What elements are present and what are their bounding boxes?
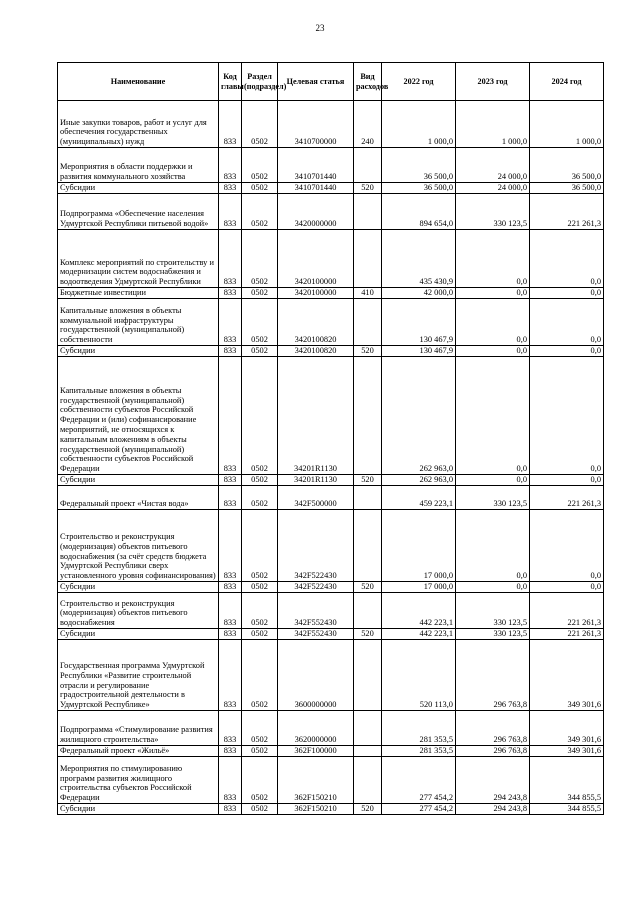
row-name: Строительство и реконструкция (модернизация) объектов питьевого водоснабжения (за счёт средств бюджета Удмуртской Республики сверх установленного уровня софинансирования) [58,510,219,582]
header-2024: 2024 год [530,63,604,101]
row-2023: 1 000,0 [456,101,530,148]
row-2024: 221 261,3 [530,593,604,629]
row-2023: 24 000,0 [456,148,530,183]
row-section: 0502 [242,629,278,640]
table-row [58,804,604,815]
table-row [58,510,604,582]
row-target: 3420100820 [278,346,354,357]
row-code: 833 [219,475,242,486]
row-type [354,194,382,230]
row-section: 0502 [242,486,278,510]
row-code: 833 [219,346,242,357]
row-section: 0502 [242,593,278,629]
row-section: 0502 [242,357,278,475]
row-2023: 0,0 [456,288,530,299]
row-2023: 0,0 [456,230,530,288]
row-target: 34201R1130 [278,357,354,475]
row-2023: 0,0 [456,475,530,486]
row-type: 520 [354,629,382,640]
row-name: Бюджетные инвестиции [58,288,219,299]
row-code: 833 [219,804,242,815]
row-2022: 1 000,0 [382,101,456,148]
row-2023: 0,0 [456,582,530,593]
row-type [354,357,382,475]
row-2022: 442 223,1 [382,593,456,629]
row-2024: 221 261,3 [530,486,604,510]
row-type: 520 [354,183,382,194]
row-2022: 435 430,9 [382,230,456,288]
table-row [58,475,604,486]
row-2022: 36 500,0 [382,183,456,194]
row-2023: 294 243,8 [456,804,530,815]
row-type [354,640,382,711]
row-type [354,299,382,346]
row-2023: 296 763,8 [456,746,530,757]
row-code: 833 [219,711,242,746]
table-body [58,101,604,815]
table-row [58,757,604,804]
row-type: 520 [354,346,382,357]
row-code: 833 [219,230,242,288]
row-target: 342F552430 [278,593,354,629]
row-2022: 262 963,0 [382,475,456,486]
row-name: Государственная программа Удмуртской Республики «Развитие строительной отрасли и регулирование градостроительной деятельности в Удмуртской Республике» [58,640,219,711]
row-target: 342F552430 [278,629,354,640]
row-2024: 344 855,5 [530,757,604,804]
row-2023: 0,0 [456,299,530,346]
row-target: 3410700000 [278,101,354,148]
row-2023: 296 763,8 [456,640,530,711]
row-2023: 330 123,5 [456,593,530,629]
row-section: 0502 [242,804,278,815]
row-name: Субсидии [58,804,219,815]
row-type: 520 [354,804,382,815]
row-2023: 296 763,8 [456,711,530,746]
row-code: 833 [219,582,242,593]
row-2024: 349 301,6 [530,746,604,757]
row-name: Федеральный проект «Жильё» [58,746,219,757]
row-type [354,593,382,629]
row-type [354,510,382,582]
row-name: Субсидии [58,183,219,194]
row-section: 0502 [242,183,278,194]
row-2024: 0,0 [530,230,604,288]
row-2022: 520 113,0 [382,640,456,711]
row-section: 0502 [242,299,278,346]
row-section: 0502 [242,475,278,486]
table-row [58,640,604,711]
row-code: 833 [219,510,242,582]
row-2022: 277 454,2 [382,804,456,815]
table-row [58,299,604,346]
row-code: 833 [219,757,242,804]
row-type [354,148,382,183]
row-2023: 294 243,8 [456,757,530,804]
row-name: Субсидии [58,582,219,593]
row-2022: 17 000,0 [382,510,456,582]
row-code: 833 [219,746,242,757]
row-type [354,711,382,746]
row-2022: 130 467,9 [382,299,456,346]
row-code: 833 [219,640,242,711]
row-code: 833 [219,194,242,230]
row-name: Строительство и реконструкция (модернизация) объектов питьевого водоснабжения [58,593,219,629]
header-type: Вид расходов [354,63,382,101]
row-2022: 459 223,1 [382,486,456,510]
header-target: Целевая статья [278,63,354,101]
row-target: 362F150210 [278,804,354,815]
row-2023: 24 000,0 [456,183,530,194]
page-number: 23 [315,23,325,33]
row-target: 3420000000 [278,194,354,230]
row-name: Капитальные вложения в объекты коммунальной инфраструктуры государственной (муниципальной) собственности [58,299,219,346]
table-row [58,230,604,288]
row-2024: 221 261,3 [530,194,604,230]
row-code: 833 [219,101,242,148]
row-code: 833 [219,593,242,629]
row-2024: 0,0 [530,582,604,593]
row-2022: 262 963,0 [382,357,456,475]
row-target: 3420100000 [278,288,354,299]
table-row [58,629,604,640]
row-2024: 1 000,0 [530,101,604,148]
row-2022: 277 454,2 [382,757,456,804]
row-name: Мероприятия в области поддержки и развития коммунального хозяйства [58,148,219,183]
row-2022: 36 500,0 [382,148,456,183]
row-target: 342F522430 [278,510,354,582]
row-target: 362F150210 [278,757,354,804]
table-row [58,346,604,357]
row-type [354,746,382,757]
row-type [354,230,382,288]
table-row [58,194,604,230]
row-2024: 221 261,3 [530,629,604,640]
row-section: 0502 [242,101,278,148]
table-row [58,183,604,194]
row-target: 3410701440 [278,183,354,194]
row-name: Иные закупки товаров, работ и услуг для обеспечения государственных (муниципальных) нужд [58,101,219,148]
row-2024: 0,0 [530,510,604,582]
row-target: 362F100000 [278,746,354,757]
row-2024: 0,0 [530,299,604,346]
row-2023: 0,0 [456,510,530,582]
header-name: Наименование [58,63,219,101]
table-row [58,593,604,629]
row-target: 342F522430 [278,582,354,593]
header-2023: 2023 год [456,63,530,101]
row-2023: 0,0 [456,357,530,475]
table-row [58,357,604,475]
row-code: 833 [219,357,242,475]
row-2024: 349 301,6 [530,711,604,746]
row-2023: 330 123,5 [456,629,530,640]
row-target: 342F500000 [278,486,354,510]
budget-table [57,62,604,815]
table-row [58,486,604,510]
header-row [58,63,604,101]
row-type [354,757,382,804]
row-name: Подпрограмма «Стимулирование развития жилищного строительства» [58,711,219,746]
row-2022: 894 654,0 [382,194,456,230]
row-2022: 42 000,0 [382,288,456,299]
row-target: 3420100000 [278,230,354,288]
header-code: Код главы [219,63,242,101]
row-2022: 281 353,5 [382,711,456,746]
row-name: Подпрограмма «Обеспечение населения Удмуртской Республики питьевой водой» [58,194,219,230]
row-name: Федеральный проект «Чистая вода» [58,486,219,510]
header-2022: 2022 год [382,63,456,101]
row-type: 410 [354,288,382,299]
header-section: Раздел (подраздел) [242,63,278,101]
row-section: 0502 [242,230,278,288]
row-section: 0502 [242,510,278,582]
row-2024: 349 301,6 [530,640,604,711]
row-2023: 0,0 [456,346,530,357]
table-row [58,711,604,746]
row-section: 0502 [242,194,278,230]
table-row [58,148,604,183]
row-2024: 0,0 [530,346,604,357]
table-row [58,288,604,299]
row-2024: 0,0 [530,475,604,486]
row-name: Субсидии [58,475,219,486]
row-type [354,486,382,510]
row-2024: 36 500,0 [530,148,604,183]
row-target: 3420100820 [278,299,354,346]
row-name: Комплекс мероприятий по строительству и модернизации систем водоснабжения и водоотведения Удмуртской Республики [58,230,219,288]
row-code: 833 [219,148,242,183]
row-2024: 344 855,5 [530,804,604,815]
row-section: 0502 [242,148,278,183]
table-row [58,101,604,148]
row-2022: 17 000,0 [382,582,456,593]
row-section: 0502 [242,640,278,711]
row-2023: 330 123,5 [456,194,530,230]
row-code: 833 [219,299,242,346]
row-2022: 130 467,9 [382,346,456,357]
row-2022: 442 223,1 [382,629,456,640]
row-type: 520 [354,582,382,593]
row-type: 520 [354,475,382,486]
table-row [58,746,604,757]
row-section: 0502 [242,746,278,757]
table-row [58,582,604,593]
row-section: 0502 [242,757,278,804]
row-section: 0502 [242,288,278,299]
row-name: Субсидии [58,629,219,640]
row-section: 0502 [242,346,278,357]
row-section: 0502 [242,711,278,746]
row-type: 240 [354,101,382,148]
row-section: 0502 [242,582,278,593]
row-name: Субсидии [58,346,219,357]
row-2024: 0,0 [530,288,604,299]
row-code: 833 [219,486,242,510]
row-2024: 36 500,0 [530,183,604,194]
row-name: Капитальные вложения в объекты государственной (муниципальной) собственности субъектов Российской Федерации и (или) софинансирование мероприятий, не относящихся к капитальным вложениям в объекты государственной (муниципальной) собственности субъектов Российской Федерации [58,357,219,475]
row-2022: 281 353,5 [382,746,456,757]
row-code: 833 [219,629,242,640]
row-target: 34201R1130 [278,475,354,486]
row-code: 833 [219,288,242,299]
row-target: 3620000000 [278,711,354,746]
row-2024: 0,0 [530,357,604,475]
row-target: 3600000000 [278,640,354,711]
row-target: 3410701440 [278,148,354,183]
row-2023: 330 123,5 [456,486,530,510]
row-code: 833 [219,183,242,194]
row-name: Мероприятия по стимулированию программ развития жилищного строительства субъектов Российской Федерации [58,757,219,804]
